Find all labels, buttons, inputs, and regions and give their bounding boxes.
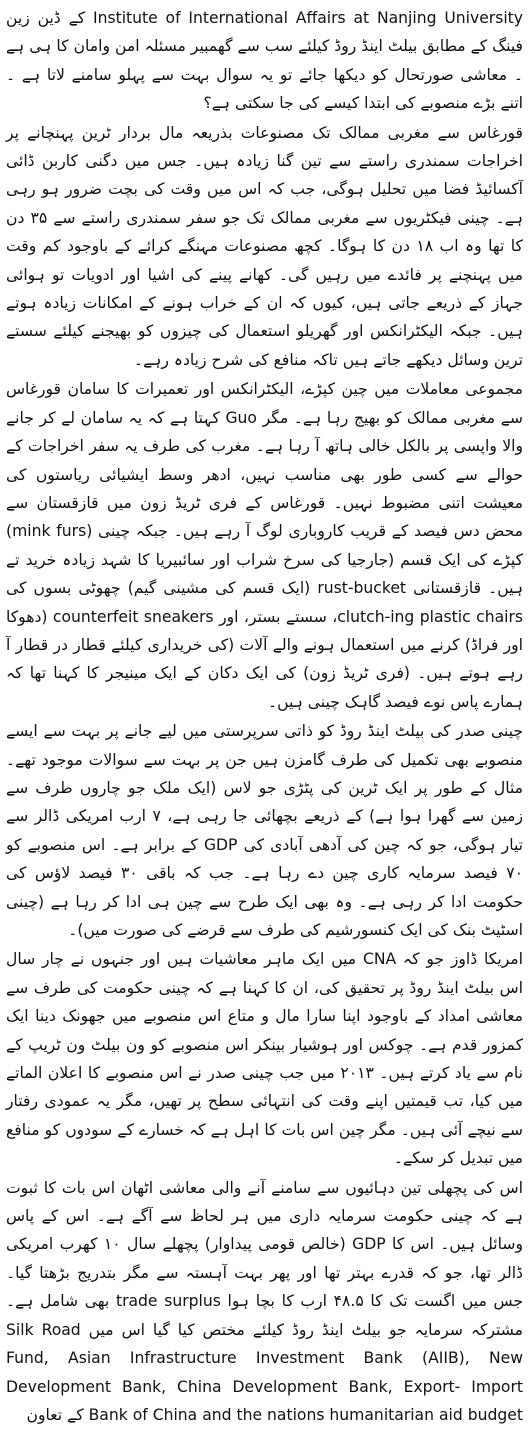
paragraph-6: اس کی پچھلی تین دہائیوں سے سامنے آنے والی معاشی اٹھان اس بات کا ثبوت ہے کہ چینی حکومت سرمایہ داری میں ہر لحاظ سے آگے ہے۔ اس کے پاس وسائل ہیں۔ اس کا GDP (خالص قومی پیداوار) پچھلے سال ۱۰ کھرب امریکی ڈالر تھا، جو کہ قدرے بہتر تھا اور پھر بہت آہستہ سے مگر بتدریج بڑھتا گیا۔ جس میں اگست تک کا ۴۸.۵ ارب کا بچا ہوا trade surplus بھی شامل ہے۔ مشترکہ سرمایہ جو بیلٹ اینڈ روڈ کیلئے مختص کیا گیا اس میں Silk Road Fund, Asian Infrastructure Investment Bank (AIIB), New Development Bank, China Development Bank, Export- Import Bank of China and the nations humanitarian aid budget کے تعاون: [6, 1178, 524, 1424]
article-body: [6, 4, 523, 1429]
paragraph-3: مجموعی معاملات میں چین کپڑے، الیکٹرانکس اور تعمیرات کا سامان قورغاس سے مغربی ممالک کو بھیج رہا ہے۔ مگر Guo کہتا ہے کہ یہ سامان لے کر جانے والا واپسی پر بالکل خالی ہاتھ آ رہا ہے۔ مغرب کی طرف یہ سفر اخراجات کے حوالے سے کسی طور بھی مناسب نہیں، ادھر وسط ایشیائی ریاستوں کی معیشت اتنی مضبوط نہیں۔ قورغاس کے فری ٹریڈ زون میں قازقستان سے محض دس فیصد کے قریب کاروباری لوگ آ رہے ہیں۔ جبکہ چینی (mink furs) کپڑے کی ایک قسم (جارجیا کی سرخ شراب اور سائبیریا کا شہد زیادہ خرید تے ہیں۔ قازقستانی rust-bucket (ایک قسم کی مشینی گیم) چھوٹی بسوں کی clutch-ing plastic chairs، سستے بستر، اور counterfeit sneakers (دھوکا اور فراڈ) کرنے میں استعمال ہونے والے آلات (کی خریداری کیلئے قطار در قطار آ رہے ہوتے ہیں۔ (فری ٹریڈ زون) کی ایک دکان کے ایک مینیجر کا کہنا تھا کہ ہمارے پاس نوے فیصد گاہک چینی ہیں۔: [6, 380, 524, 711]
paragraph-2: قورغاس سے مغربی ممالک تک مصنوعات بذریعہ مال بردار ٹرین پہنچانے پر اخراجات سمندری راستے سے تین گنا زیادہ ہیں۔ جس میں دگنی کاربن ڈائی آکسائیڈ فضا میں تحلیل ہوگی، جب کہ اس میں وقت کی بچت ضرور ہو رہی ہے۔ چینی فیکٹریوں سے مغربی ممالک تک جو سفر سمندری راستے سے ۳۵ دن کا تھا وہ اب ۱۸ دن کا ہوگا۔ کچھ مصنوعات مہنگے کرائے کے باوجود کم وقت میں پہنچنے پر فائدے میں رہیں گی۔ کھانے پینے کی اشیا اور ادویات تو ہوائی جہاز کے ذریعے جاتی ہیں، کیوں کہ ان کے خراب ہونے کے امکانات زیادہ ہوتے ہیں۔ جبکہ الیکٹرانکس اور گھریلو استعمال کی چیزوں کو بھیجنے کیلئے سستے ترین وسائل دیکھے جاتے ہیں تاکہ منافع کی شرح زیادہ رہے۔: [6, 123, 524, 369]
paragraph-1: Institute of International Affairs at Nanjing University کے ڈین زین فینگ کے مطابق بیلٹ اینڈ روڈ کیلئے سب سے گھمبیر مسئلہ امن وامان کا ہی ہے ۔ معاشی صورتحال کو دیکھا جائے تو یہ سوال بہت سے پہلو سامنے لاتا ہے ۔ اتنے بڑے منصوبے کی ابتدا کیسے کی جا سکتی ہے؟: [6, 9, 523, 113]
paragraph-4: چینی صدر کی بیلٹ اینڈ روڈ کو ذاتی سرپرستی میں لیے جانے پر بہت سے ایسے منصوبے بھی تکمیل کی طرف گامزن ہیں جن پر بہت سے سوالات موجود تھے۔ مثال کے طور پر ایک ٹرین کی پٹڑی جو لاس (ایک ملک جو چاروں طرف سے زمین سے گھرا ہوا ہے) کے ذریعے بچھائی جا رہی ہے، ۷ ارب امریکی ڈالر سے تیار ہوگی، جو کہ چین کی آدھی آبادی کی GDP کے برابر ہے۔ اس منصوبے کو ۷۰ فیصد سرمایہ کاری چین دے رہا ہے۔ جب کہ باقی ۳۰ فیصد لاؤس کی حکومت ادا کر رہی ہے۔ وہ بھی ایک طرح سے چین ہی ادا کر رہا ہے (چینی اسٹیٹ بنک کی ایک کنسورشیم کی طرف سے قرضے کی صورت میں)۔: [6, 722, 523, 939]
paragraph-5: امریکا ڈاوز جو کہ CNA میں ایک ماہر معاشیات ہیں اور جنہوں نے چار سال اس بیلٹ اینڈ روڈ پر تحقیق کی، ان کا کہنا ہے کہ چینی حکومت کی طرف سے معاشی امداد کے باوجود اپنا سارا مال و متاع اس منصوبے میں جھونک دینا ایک کمزور قدم ہے۔ چوکس اور ہوشیار بینکر اس منصوبے کو ون بیلٹ ون ٹریپ کے نام سے یاد کرتے ہیں۔ ۲۰۱۳ میں جب چینی صدر نے اس منصوبے کا اعلان الماتے میں کیا، تب قیمتیں اپنے وقت کی انتہائی سطح پر تھیں، مگر یہ عمودی رفتار سے نیچے آئی ہیں۔ مگر چین اس بات کا اہل ہے کہ خسارے کے سودوں کو منافع میں تبدیل کر سکے۔: [6, 950, 523, 1168]
